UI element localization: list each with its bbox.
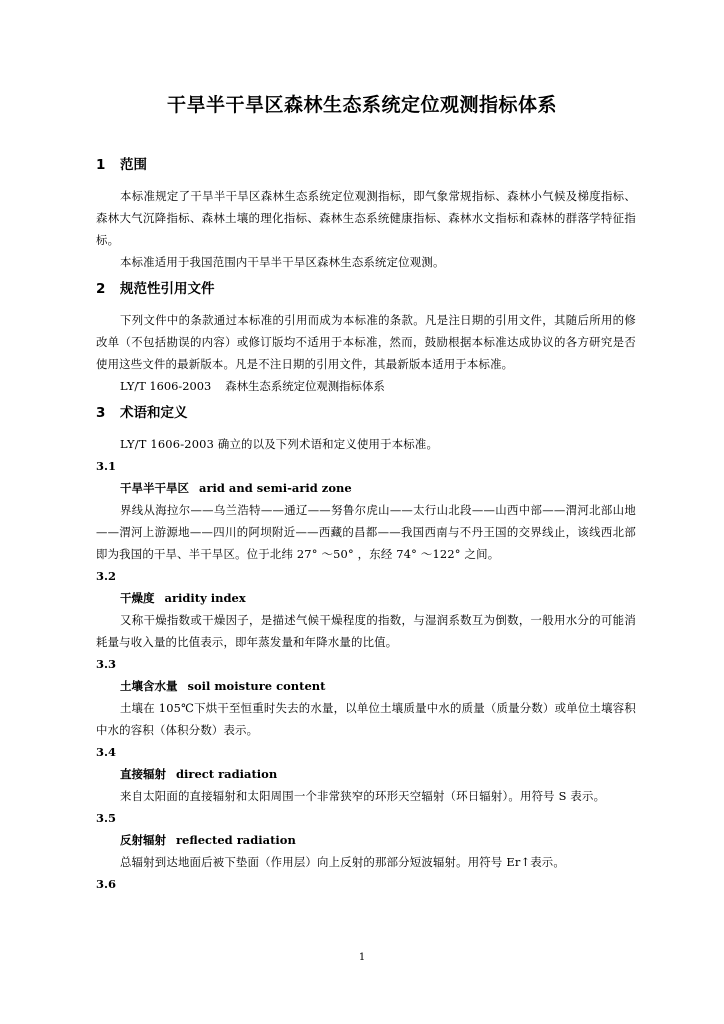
term-chinese: 反射辐射 — [120, 833, 166, 847]
term-english: soil moisture content — [187, 679, 326, 693]
section-number: 1 — [96, 157, 106, 173]
term-heading — [96, 477, 636, 499]
term-number: 3.2 — [96, 569, 117, 583]
term-definition: 总辐射到达地面后被下垫面（作用层）向上反射的那部分短波辐射。用符号 Er↑表示。 — [120, 855, 565, 869]
term-english: reflected radiation — [176, 833, 296, 847]
term-definition: 界线从海拉尔——乌兰浩特——通辽——努鲁尔虎山——太行山北段——山西中部——渭河北部山地——渭河上游源地——四川的阿坝附近——西藏的昌都——我国西南与不丹王国的交界线止，该线西北部即为我国的干旱、半干旱区。位于北纬 27° ～50° ，东经 74° ～122° 之间。 — [96, 503, 636, 561]
term-chinese: 直接辐射 — [120, 767, 166, 781]
section-1-paragraph-1: 本标准规定了干旱半干旱区森林生态系统定位观测指标，即气象常规指标、森林小气候及梯度指标、森林大气沉降指标、森林土壤的理化指标、森林生态系统健康指标、森林水文指标和森林的群落学特征指标。 — [96, 189, 636, 247]
section-2-paragraph-1: 下列文件中的条款通过本标准的引用而成为本标准的条款。凡是注日期的引用文件，其随后所用的修改单（不包括勘误的内容）或修订版均不适用于本标准，然而，鼓励根据本标准达成协议的各方研究是否使用这些文件的最新版本。凡是不注日期的引用文件，其最新版本适用于本标准。 — [96, 313, 636, 371]
page-number: 1 — [358, 952, 366, 963]
term-english: direct radiation — [176, 767, 278, 781]
reference-title: 森林生态系统定位观测指标体系 — [225, 379, 385, 393]
section-number: 2 — [96, 281, 106, 297]
section-title: 术语和定义 — [120, 405, 188, 421]
term-heading — [96, 829, 636, 851]
term-heading — [96, 763, 636, 785]
term-number: 3.6 — [96, 877, 117, 891]
document-body — [96, 155, 636, 895]
term-heading — [96, 587, 636, 609]
term-english: arid and semi-arid zone — [199, 481, 352, 495]
term-number: 3.4 — [96, 745, 117, 759]
section-title: 范围 — [120, 157, 147, 173]
term-heading — [96, 675, 636, 697]
term-definition: 土壤在 105℃下烘干至恒重时失去的水量，以单位土壤质量中水的质量（质量分数）或单位土壤容积中水的容积（体积分数）表示。 — [96, 701, 636, 737]
section-number: 3 — [96, 405, 106, 421]
reference-code: LY/T 1606-2003 — [120, 379, 212, 393]
term-definition: 来自太阳面的直接辐射和太阳周围一个非常狭窄的环形天空辐射（环日辐射）。用符号 S 表示。 — [120, 789, 606, 803]
term-number: 3.3 — [96, 657, 117, 671]
normative-reference — [96, 375, 636, 397]
term-definition: 又称干燥指数或干燥因子，是描述气候干燥程度的指数，与湿润系数互为倒数，一般用水分的可能消耗量与收入量的比值表示，即年蒸发量和年降水量的比值。 — [96, 613, 636, 649]
document-title: 干旱半干旱区森林生态系统定位观测指标体系 — [166, 94, 557, 116]
section-3-intro: LY/T 1606-2003 确立的以及下列术语和定义使用于本标准。 — [120, 437, 439, 451]
section-1-heading — [96, 155, 636, 175]
term-chinese: 干旱半干旱区 — [120, 481, 189, 495]
section-1-paragraph-2: 本标准适用于我国范围内干旱半干旱区森林生态系统定位观测。 — [120, 255, 445, 269]
term-number: 3.5 — [96, 811, 117, 825]
section-title: 规范性引用文件 — [120, 281, 215, 297]
term-english: aridity index — [164, 591, 246, 605]
term-chinese: 干燥度 — [120, 591, 155, 605]
section-2-heading — [96, 279, 636, 299]
term-number: 3.1 — [96, 459, 117, 473]
section-3-heading — [96, 403, 636, 423]
term-chinese: 土壤含水量 — [120, 679, 178, 693]
